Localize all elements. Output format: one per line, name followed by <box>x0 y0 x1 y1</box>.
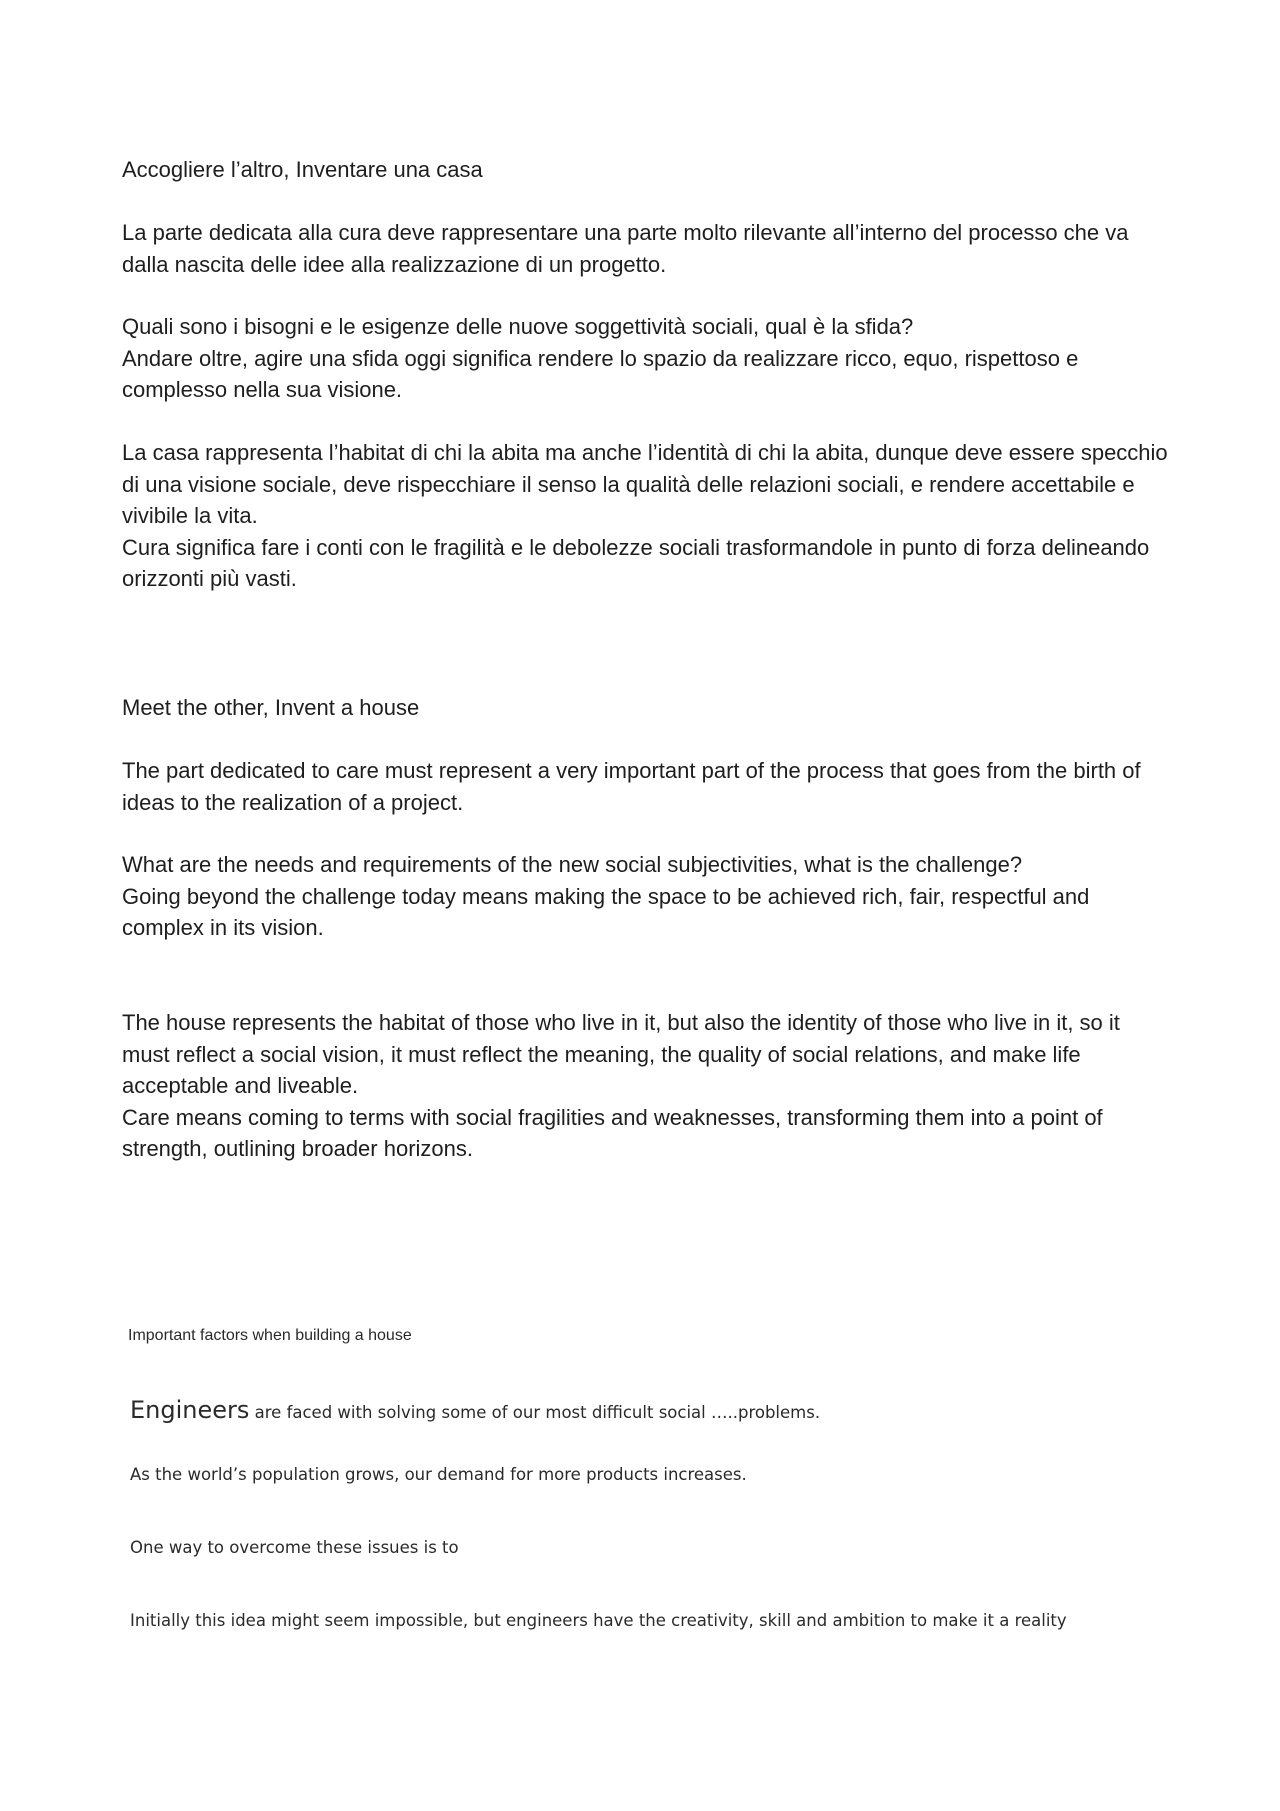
italian-paragraph-2 <box>122 311 1172 406</box>
english-paragraph-2 <box>122 849 1172 944</box>
population-line: As the world’s population grows, our demand for more products increases. <box>130 1465 747 1484</box>
english-paragraph-3 <box>122 1007 1172 1165</box>
english-p2-line-2: Going beyond the challenge today means making the space to be achieved rich, fair, respectful and complex in its vision. <box>122 883 1090 940</box>
english-p3-line-1: The house represents the habitat of those who live in it, but also the identity of those who live in it, so it must reflect a social vision, it must reflect the meaning, the quality of social relations, and make life acceptable and liveable. <box>122 1010 1120 1098</box>
overcome-line: One way to overcome these issues is to <box>130 1538 459 1557</box>
notes-heading: Important factors when building a house <box>128 1327 412 1344</box>
engineers-line <box>130 1396 821 1424</box>
english-p3-line-2: Care means coming to terms with social fragilities and weaknesses, transforming them into a point of strength, outlining broader horizons. <box>122 1104 1103 1161</box>
english-p1-text: The part dedicated to care must represent a very important part of the process that goes from the birth of ideas to the realization of a project. <box>122 758 1141 815</box>
italian-p3-line-1: La casa rappresenta l’habitat di chi la abita ma anche l’identità di chi la abita, dunque deve essere specchio di una visione sociale, deve rispecchiare il senso la qualità delle relazioni sociali, e rendere accettabile e vivibile la vita. <box>122 440 1168 528</box>
english-title: Meet the other, Invent a house <box>122 695 420 720</box>
engineers-word: Engineers <box>130 1396 250 1424</box>
italian-paragraph-1 <box>122 217 1172 280</box>
italian-p2-line-2: Andare oltre, agire una sfida oggi significa rendere lo spazio da realizzare ricco, equo, rispettoso e complesso nella sua visione. <box>122 345 1079 402</box>
english-paragraph-1 <box>122 755 1172 818</box>
engineers-rest: are faced with solving some of our most difficult social …..problems. <box>254 1403 821 1422</box>
english-p2-line-1: What are the needs and requirements of the new social subjectivities, what is the challenge? <box>122 852 1023 877</box>
italian-p3-line-2: Cura significa fare i conti con le fragilità e le debolezze sociali trasformandole in punto di forza delineando orizzonti più vasti. <box>122 534 1150 591</box>
italian-paragraph-3 <box>122 437 1172 595</box>
italian-p2-line-1: Quali sono i bisogni e le esigenze delle nuove soggettività sociali, qual è la sfida? <box>122 314 914 339</box>
italian-title: Accogliere l’altro, Inventare una casa <box>122 157 483 182</box>
italian-p1-text: La parte dedicata alla cura deve rappresentare una parte molto rilevante all’interno del processo che va dalla nascita delle idee alla realizzazione di un progetto. <box>122 220 1129 277</box>
initially-line: Initially this idea might seem impossible, but engineers have the creativity, skill and ambition to make it a reality <box>130 1611 1067 1630</box>
